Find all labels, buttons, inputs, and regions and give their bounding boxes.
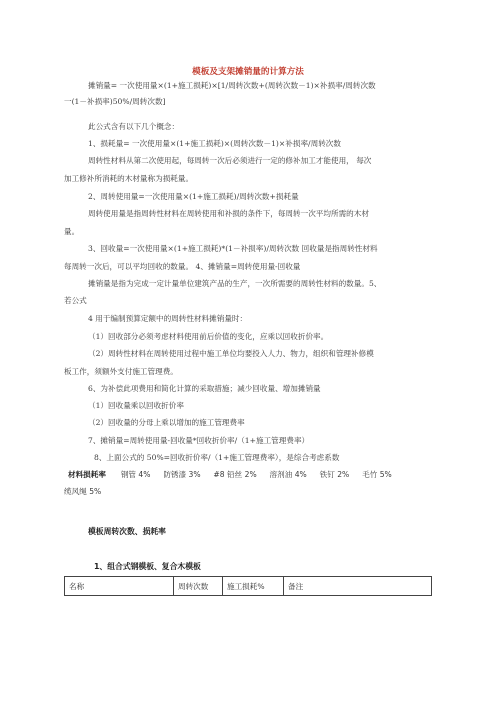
page-title: 模板及支架摊销量的计算方法 xyxy=(192,67,304,77)
sub-heading: 1、组合式钢模板、复合木模板 xyxy=(94,562,201,571)
loss-rate-label: 材料损耗率 xyxy=(68,470,106,479)
paragraph-line: 8、上面公式的 50%=回收折价率/（1+施工管理费率），是综合考虑系数 xyxy=(94,453,340,462)
paragraph-line: 若公式 xyxy=(64,296,87,305)
loss-rate-item: 溶剂油 4% xyxy=(269,470,307,479)
loss-rate-item: 防锈漆 3% xyxy=(163,470,201,479)
paragraph-line: 此公式含有以下几个概念： xyxy=(88,122,180,131)
loss-rate-line-2: 缆风绳 5% xyxy=(64,487,102,496)
paragraph-line: （2）回收量的分母上乘以增加的施工管理费率 xyxy=(88,418,245,427)
paragraph-line: 每周转一次后，可以平均回收的数量。 4、摊销量=周转使用量-回收量 xyxy=(64,262,301,271)
paragraph-line: 1、损耗量= 一次使用量×(1+施工损耗)×(周转次数－1)×补损率/周转次数 xyxy=(88,139,341,148)
paragraph-line: 3、回收量=一次使用量×(1+施工损耗)*(1－补损率)/周转次数 回收量是指周转性材料 xyxy=(88,244,378,253)
paragraph-line: （2）周转性材料在周转使用过程中施工单位均要投入人力、物力，组织和管理补修模 xyxy=(88,349,374,358)
section-heading: 模板周转次数、损耗率 xyxy=(88,527,166,536)
paragraph-line: 6、为补偿此项费用和简化计算的采取措施；减少回收量、增加摊销量 xyxy=(88,384,321,393)
paragraph-line: 周转性材料从第二次使用起，每周转一次后必须进行一定的修补加工才能使用， 每次 xyxy=(88,156,372,165)
table-header-cell: 施工损耗% xyxy=(223,577,284,596)
turnover-table xyxy=(64,576,432,596)
paragraph-line: 量。 xyxy=(64,227,80,236)
table-header-row xyxy=(65,577,432,596)
table-header-cell: 备注 xyxy=(284,577,432,596)
paragraph-line: 2、周转使用量=一次使用量×(1+施工损耗)/周转次数+损耗量 xyxy=(88,192,299,201)
table-header-cell: 名称 xyxy=(65,577,174,596)
loss-rate-item: 钢管 4% xyxy=(120,470,151,479)
paragraph-line: 摊销量是指为完成一定计量单位建筑产品的生产，一次所需要的周转性材料的数量。5、 xyxy=(88,279,382,288)
paragraph-line: （1）回收量乘以回收折价率 xyxy=(88,401,184,410)
paragraph-line: 板工作，须额外支付施工管理费。 xyxy=(64,367,178,376)
loss-rate-item: 毛竹 5% xyxy=(362,470,392,479)
paragraph-line: （1）回收部分必须考虑材料使用前后价值的变化，应乘以回收折价率。 xyxy=(88,332,329,341)
paragraph-line: 4 用于编制预算定额中的周转性材料摊销量时： xyxy=(88,314,248,323)
paragraph-line: 周转使用量是指周转性材料在周转使用和补损的条件下，每周转一次平均所需的木材 xyxy=(88,209,369,218)
loss-rate-item: 铁钉 2% xyxy=(319,470,350,479)
paragraph-line: 一(1－补损率)50%/周转次数] xyxy=(64,97,166,106)
paragraph-line: 摊销量= 一次使用量×(1+施工损耗)×[1/周转次数+(周转次数－1)×补损率/周转次数 xyxy=(88,81,376,90)
paragraph-line: 7、摊销量=周转使用量-回收量*回收折价率/（1+施工管理费率） xyxy=(88,436,310,445)
table-header-cell: 周转次数 xyxy=(174,577,223,596)
loss-rate-line xyxy=(68,470,392,480)
paragraph-line: 加工修补所消耗的木材量称为损耗量。 xyxy=(64,174,194,183)
loss-rate-item: #8 铅丝 2% xyxy=(213,470,257,479)
